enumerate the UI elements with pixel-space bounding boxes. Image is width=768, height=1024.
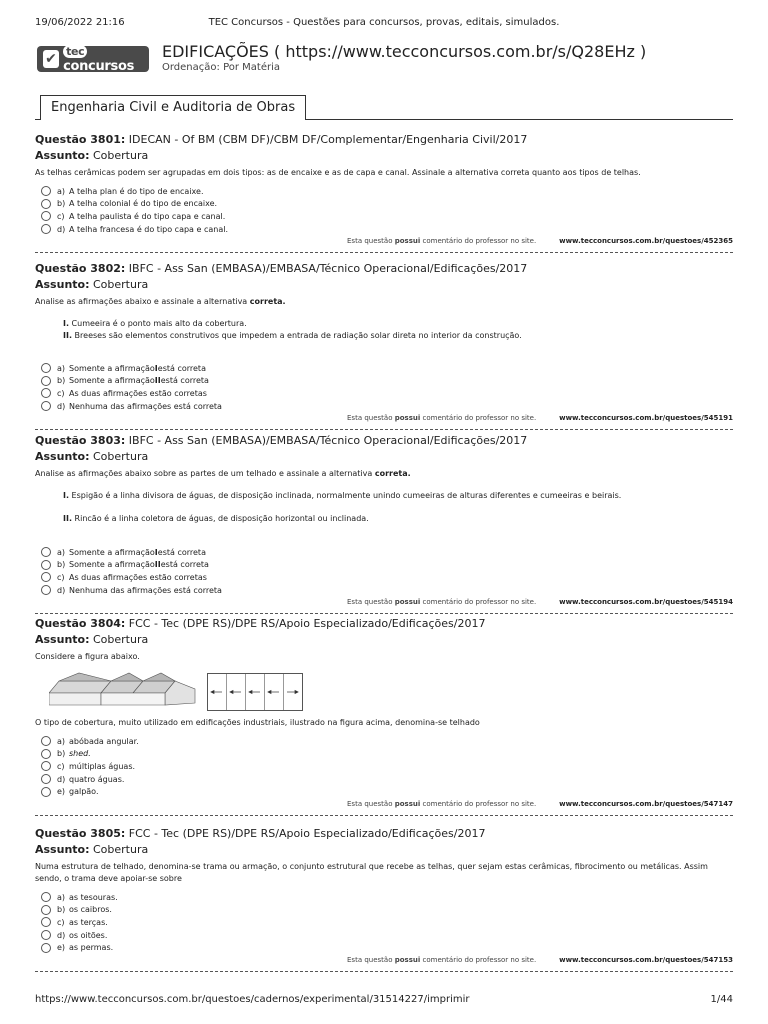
print-url: https://www.tecconcursos.com.br/questoes/cadernos/experimental/31514227/imprimir — [35, 994, 470, 1005]
comment-note: Esta questão possui comentário do professor no site. — [347, 955, 537, 964]
ordering-label: Ordenação: Por Matéria — [162, 62, 280, 73]
tecconcursos-logo — [37, 46, 149, 72]
options-list — [35, 546, 733, 596]
option-c[interactable]: c) As duas afirmações estão corretas — [35, 571, 733, 584]
caderno-title: EDIFICAÇÕES ( https://www.tecconcursos.com.br/s/Q28EHz ) — [162, 42, 647, 61]
option-b[interactable]: b) Somente a afirmação II está correta — [35, 559, 733, 572]
option-d[interactable]: d) Nenhuma das afirmações está correta — [35, 400, 733, 413]
radio-icon[interactable] — [41, 930, 51, 940]
option-b[interactable]: b) os caibros. — [35, 904, 733, 917]
radio-icon[interactable] — [41, 761, 51, 771]
question-meta — [35, 800, 733, 812]
question-header: Questão 3805: FCC - Tec (DPE RS)/DPE RS/Apoio Especializado/Edificações/2017 — [35, 827, 486, 840]
divider — [35, 252, 733, 253]
option-e[interactable]: e) as permas. — [35, 941, 733, 954]
radio-icon[interactable] — [41, 401, 51, 411]
question-subject: Assunto: Cobertura — [35, 633, 149, 646]
comment-note: Esta questão possui comentário do professor no site. — [347, 799, 537, 808]
option-b[interactable]: b) shed. — [35, 748, 733, 761]
option-c[interactable]: c) As duas afirmações estão corretas — [35, 387, 733, 400]
option-a[interactable]: a) A telha plan é do tipo de encaixe. — [35, 185, 733, 198]
comment-note: Esta questão possui comentário do professor no site. — [347, 237, 537, 246]
option-a[interactable]: a) abóbada angular. — [35, 735, 733, 748]
question-link[interactable]: www.tecconcursos.com.br/questoes/545194 — [559, 598, 733, 607]
option-c[interactable]: c) as terças. — [35, 916, 733, 929]
option-d[interactable]: d) A telha francesa é do tipo capa e canal. — [35, 223, 733, 236]
radio-icon[interactable] — [41, 186, 51, 196]
question-subject: Assunto: Cobertura — [35, 149, 149, 162]
question-meta — [35, 956, 733, 968]
question-subject: Assunto: Cobertura — [35, 450, 149, 463]
question-3802 — [35, 261, 733, 430]
question-meta — [35, 598, 733, 610]
radio-icon[interactable] — [41, 749, 51, 759]
question-3805 — [35, 826, 733, 972]
radio-icon[interactable] — [41, 787, 51, 797]
question-statement: Considere a figura abaixo. — [35, 652, 140, 661]
option-d[interactable]: d) Nenhuma das afirmações está correta — [35, 584, 733, 597]
question-header: Questão 3801: IDECAN - Of BM (CBM DF)/CBM DF/Complementar/Engenharia Civil/2017 — [35, 133, 528, 146]
option-b[interactable]: b) Somente a afirmação II está correta — [35, 375, 733, 388]
option-b[interactable]: b) A telha colonial é do tipo de encaixe. — [35, 198, 733, 211]
logo-wordmark: tecconcursos — [63, 45, 135, 74]
option-d[interactable]: d) quatro águas. — [35, 773, 733, 786]
option-c[interactable]: c) A telha paulista é do tipo capa e canal. — [35, 210, 733, 223]
statement-item: II. Breeses são elementos construtivos que impedem a entrada de radiação solar direta no interior da construção. — [63, 331, 522, 340]
options-list — [35, 362, 733, 412]
question-subject: Assunto: Cobertura — [35, 278, 149, 291]
question-link[interactable]: www.tecconcursos.com.br/questoes/452365 — [559, 237, 733, 246]
radio-icon[interactable] — [41, 376, 51, 386]
question-subject: Assunto: Cobertura — [35, 843, 149, 856]
shed-roof-perspective — [49, 671, 197, 713]
question-statement-2: O tipo de cobertura, muito utilizado em edificações industriais, ilustrado na figura acima, denomina-se telhado — [35, 718, 480, 727]
question-header: Questão 3804: FCC - Tec (DPE RS)/DPE RS/Apoio Especializado/Edificações/2017 — [35, 617, 486, 630]
radio-icon[interactable] — [41, 199, 51, 209]
print-date: 19/06/2022 21:16 — [35, 17, 125, 28]
divider — [35, 971, 733, 972]
divider — [35, 613, 733, 614]
radio-icon[interactable] — [41, 917, 51, 927]
question-link[interactable]: www.tecconcursos.com.br/questoes/547147 — [559, 799, 733, 808]
radio-icon[interactable] — [41, 892, 51, 902]
radio-icon[interactable] — [41, 363, 51, 373]
tab-engenharia-civil: Engenharia Civil e Auditoria de Obras — [40, 95, 306, 120]
radio-icon[interactable] — [41, 943, 51, 953]
radio-icon[interactable] — [41, 572, 51, 582]
radio-icon[interactable] — [41, 547, 51, 557]
question-3804 — [35, 616, 733, 816]
option-a[interactable]: a) Somente a afirmação I está correta — [35, 546, 733, 559]
statement-item: I. Cumeeira é o ponto mais alto da cobertura. — [63, 319, 247, 328]
question-statement: Analise as afirmações abaixo sobre as partes de um telhado e assinale a alternativa correta. — [35, 469, 411, 478]
radio-icon[interactable] — [41, 774, 51, 784]
option-c[interactable]: c) múltiplas águas. — [35, 760, 733, 773]
divider — [35, 429, 733, 430]
shed-roof-plan — [207, 673, 303, 711]
question-header: Questão 3802: IBFC - Ass San (EMBASA)/EMBASA/Técnico Operacional/Edificações/2017 — [35, 262, 528, 275]
question-header: Questão 3803: IBFC - Ass San (EMBASA)/EMBASA/Técnico Operacional/Edificações/2017 — [35, 434, 528, 447]
options-list — [35, 891, 733, 954]
question-link[interactable]: www.tecconcursos.com.br/questoes/547153 — [559, 955, 733, 964]
radio-icon[interactable] — [41, 211, 51, 221]
question-3803 — [35, 433, 733, 614]
comment-note: Esta questão possui comentário do professor no site. — [347, 414, 537, 423]
print-title: TEC Concursos - Questões para concursos, provas, editais, simulados. — [208, 17, 560, 28]
option-a[interactable]: a) as tesouras. — [35, 891, 733, 904]
radio-icon[interactable] — [41, 585, 51, 595]
comment-note: Esta questão possui comentário do professor no site. — [347, 598, 537, 607]
options-list — [35, 735, 733, 798]
question-meta — [35, 414, 733, 426]
checkmark-icon: ✔ — [43, 50, 59, 68]
question-link[interactable]: www.tecconcursos.com.br/questoes/545191 — [559, 414, 733, 423]
radio-icon[interactable] — [41, 905, 51, 915]
radio-icon[interactable] — [41, 560, 51, 570]
option-d[interactable]: d) os oitões. — [35, 929, 733, 942]
options-list — [35, 185, 733, 235]
question-3801 — [35, 132, 733, 253]
option-a[interactable]: a) Somente a afirmação I está correta — [35, 362, 733, 375]
radio-icon[interactable] — [41, 736, 51, 746]
page-number: 1/44 — [710, 994, 733, 1005]
question-meta — [35, 237, 733, 249]
divider — [35, 815, 733, 816]
radio-icon[interactable] — [41, 224, 51, 234]
radio-icon[interactable] — [41, 388, 51, 398]
option-e[interactable]: e) galpão. — [35, 785, 733, 798]
question-statement: Analise as afirmações abaixo e assinale a alternativa correta. — [35, 297, 286, 306]
statement-item: II. Rincão é a linha coletora de águas, de disposição horizontal ou inclinada. — [63, 514, 369, 523]
statement-item: I. Espigão é a linha divisora de águas, de disposição inclinada, normalmente unindo cumeeiras de alturas diferentes e cumeeiras e beirais. — [63, 491, 622, 500]
question-statement: Numa estrutura de telhado, denomina-se trama ou armação, o conjunto estrutural que recebe as telhas, quer sejam estas cerâmicas, fibrocimento ou metálicas. Assim sendo, o trama deve apoiar-se sobre — [35, 862, 708, 883]
roof-figure — [49, 671, 733, 713]
question-statement: As telhas cerâmicas podem ser agrupadas em dois tipos: as de encaixe e as de capa e canal. Assinale a alternativa correta quanto aos tipos de telhas. — [35, 168, 641, 177]
